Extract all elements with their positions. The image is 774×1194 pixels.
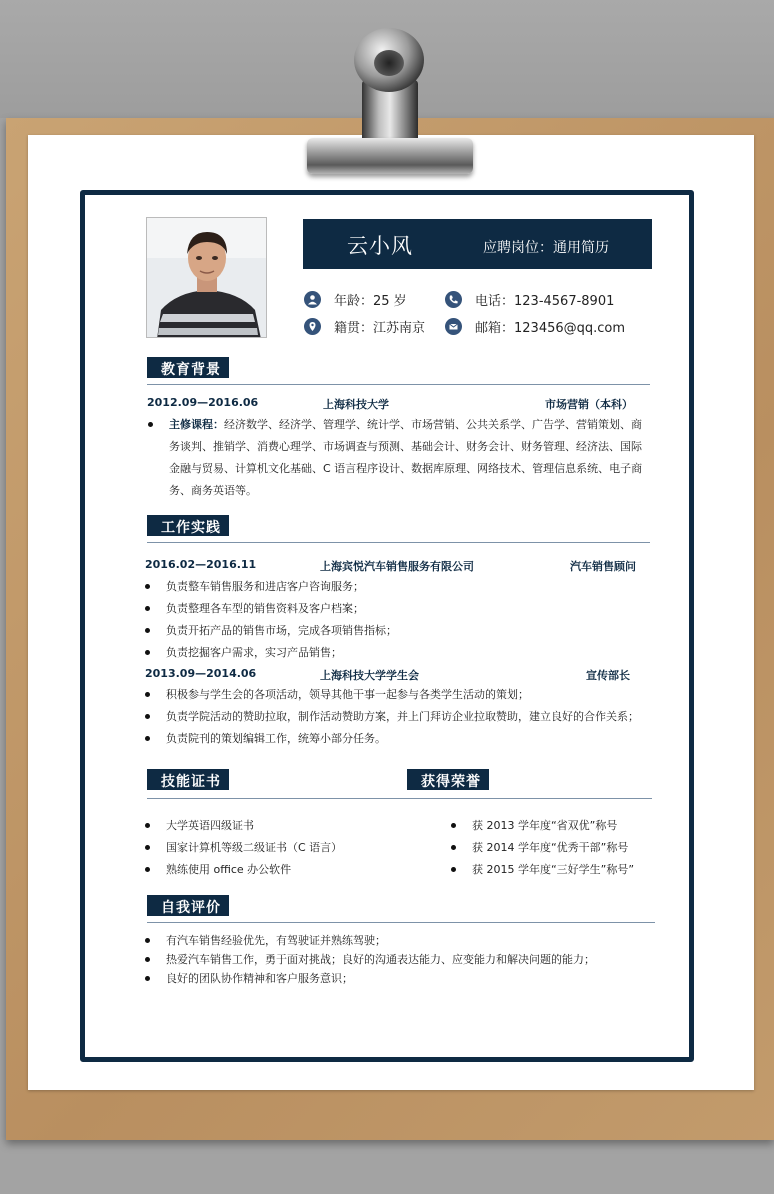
candidate-name: 云小风 (347, 234, 413, 258)
self-divider (147, 922, 655, 923)
section-title-skills: 技能证书 (147, 769, 229, 790)
applied-position: 应聘岗位：通用简历 (483, 240, 609, 256)
edu-major: 市场营销（本科） (545, 398, 633, 411)
education-divider (147, 384, 650, 385)
section-title-self: 自我评价 (147, 895, 229, 916)
edu-courses (169, 414, 647, 502)
location-pin-icon (304, 318, 321, 335)
avatar (146, 217, 267, 338)
skill-item: 国家计算机等级二级证书（C 语言） (166, 837, 342, 859)
info-age (304, 290, 407, 309)
self-item: 热爱汽车销售工作，勇于面对挑战；良好的沟通表达能力、应变能力和解决问题的能力； (166, 949, 595, 971)
mail-icon (445, 318, 462, 335)
list-item: 负责学院活动的赞助拉取，制作活动赞助方案，并上门拜访企业拉取赞助，建立良好的合作关系； (166, 706, 639, 728)
skill-item: 大学英语四级证书 (166, 815, 254, 837)
person-icon (304, 291, 321, 308)
honor-item: 获 2015 学年度“三好学生”称号” (472, 859, 634, 881)
courses-line-1: 经济数学、经济学、管理学、统计学、市场营销、公共关系学、广告学、营销策划、商 (224, 418, 642, 431)
edu-school: 上海科技大学 (323, 398, 389, 411)
phone-icon (445, 291, 462, 308)
course-label: 主修课程： (169, 418, 224, 431)
section-title-work: 工作实践 (147, 515, 229, 536)
info-phone (445, 290, 614, 309)
list-item: 负责整理各车型的销售资料及客户档案； (166, 598, 364, 620)
job-role: 宣传部长 (586, 669, 630, 682)
work-divider (147, 542, 650, 543)
courses-line-3: 金融与贸易、计算机文化基础、C 语言程序设计、数据库原理、网络技术、管理信息系统、电子商 (169, 462, 643, 475)
self-item: 良好的团队协作精神和客户服务意识； (166, 968, 353, 990)
skill-item: 熟练使用 office 办公软件 (166, 859, 291, 881)
avatar-photo (147, 218, 267, 338)
courses-line-4: 务、商务英语等。 (169, 484, 257, 497)
list-item: 积极参与学生会的各项活动，领导其他干事一起参与各类学生活动的策划； (166, 684, 529, 706)
info-email (445, 317, 625, 336)
email-text: 邮箱：123456@qq.com (475, 321, 626, 336)
age-text: 年龄：25 岁 (334, 294, 407, 309)
job-period: 2016.02—2016.11 (145, 558, 257, 571)
info-hometown (304, 317, 425, 336)
honor-item: 获 2013 学年度“省双优”称号 (472, 815, 617, 837)
list-item: 负责整车销售服务和进店客户咨询服务； (166, 576, 364, 598)
section-title-honors: 获得荣誉 (407, 769, 489, 790)
edu-period: 2012.09—2016.06 (147, 396, 259, 409)
honor-item: 获 2014 学年度“优秀干部”称号 (472, 837, 628, 859)
job-org: 上海宾悦汽车销售服务有限公司 (320, 560, 474, 573)
list-item: 负责院刊的策划编辑工作，统筹小部分任务。 (166, 728, 386, 750)
job-org: 上海科技大学学生会 (320, 669, 419, 682)
section-title-education: 教育背景 (147, 357, 229, 378)
skills-divider (147, 798, 652, 799)
courses-line-2: 务谈判、推销学、消费心理学、市场调查与预测、基础会计、财务会计、财务管理、经济法、国际 (169, 440, 642, 453)
list-item: 负责开拓产品的销售市场，完成各项销售指标； (166, 620, 397, 642)
name-banner (303, 219, 652, 269)
list-item: 负责挖掘客户需求，实习产品销售； (166, 642, 342, 664)
hometown-text: 籍贯：江苏南京 (334, 321, 426, 336)
clip-hole (374, 50, 404, 76)
job-role: 汽车销售顾问 (570, 560, 636, 573)
job-period: 2013.09—2014.06 (145, 667, 257, 680)
self-item: 有汽车销售经验优先，有驾驶证并熟练驾驶； (166, 930, 386, 952)
phone-text: 电话：123-4567-8901 (475, 294, 615, 309)
clip-base (307, 138, 473, 174)
